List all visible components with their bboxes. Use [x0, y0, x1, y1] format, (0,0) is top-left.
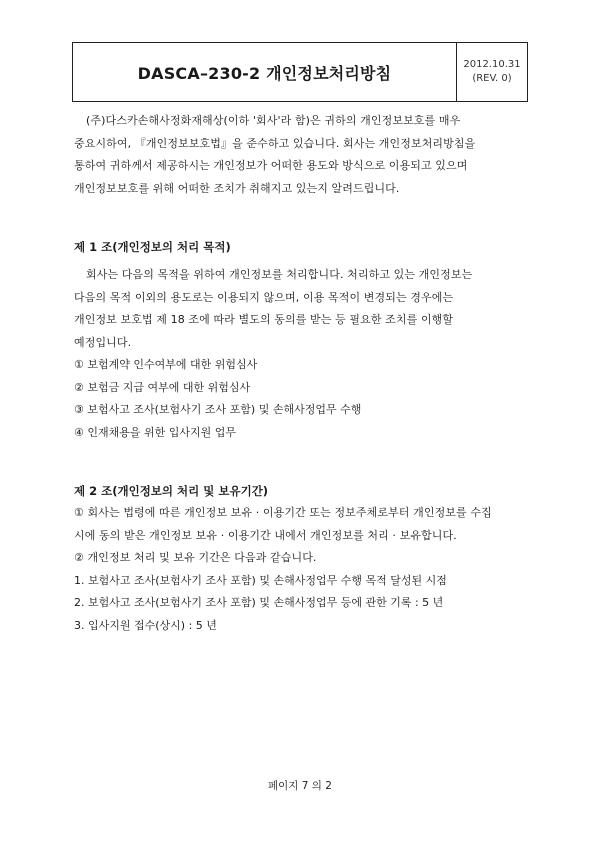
- intro-line: 개인정보보호를 위해 어떠한 조치가 취해지고 있는지 알려드립니다.: [74, 181, 400, 195]
- article-2-heading: 제 2 조(개인정보의 처리 및 보유기간): [74, 484, 269, 498]
- revision-number: (REV. 0): [472, 73, 512, 84]
- article-1-list-item: ① 보험계약 인수여부에 대한 위험심사: [74, 358, 258, 371]
- article-1-body-line: 다음의 목적 이외의 용도로는 이용되지 않으며, 이용 목적이 변경되는 경우에는: [74, 290, 454, 304]
- article-1-body-line: 개인정보 보호법 제 18 조에 따라 별도의 동의를 받는 등 필요한 조치를 이행할: [74, 313, 454, 326]
- spacer: [74, 444, 526, 480]
- article-2-list-item: 1. 보험사고 조사(보험사기 조사 포함) 및 손해사정업무 수행 목적 달성된 시점: [74, 573, 447, 587]
- article-2-list-item: 3. 입사지원 접수(상시) : 5 년: [74, 618, 217, 632]
- document-body: [74, 110, 526, 637]
- article-2-body-line: ① 회사는 법령에 따른 개인정보 보유 · 이용기간 또는 정보주체로부터 개인정보를 수집: [74, 506, 492, 519]
- article-1-list-item: ④ 인재채용을 위한 입사지원 업무: [74, 425, 236, 439]
- article-1-list-item: ③ 보험사고 조사(보험사기 조사 포함) 및 손해사정업무 수행: [74, 403, 362, 416]
- revision-date: 2012.10.31: [463, 59, 521, 70]
- article-1-body-line: 회사는 다음의 목적을 위하여 개인정보를 처리합니다. 처리하고 있는 개인정보는: [86, 268, 473, 281]
- article-2-list-item: 2. 보험사고 조사(보험사기 조사 포함) 및 손해사정업무 등에 관한 기록 : 5 년: [74, 596, 444, 609]
- article-2-body-line: ② 개인정보 처리 및 보유 기간은 다음과 같습니다.: [74, 551, 317, 564]
- intro-line: 통하여 귀하께서 제공하시는 개인정보가 어떠한 용도와 방식으로 이용되고 있으며: [74, 159, 468, 172]
- article-1-heading: 제 1 조(개인정보의 처리 목적): [74, 240, 231, 254]
- spacer: [74, 200, 526, 236]
- article-2-body-line: 시에 동의 받은 개인정보 보유 · 이용기간 내에서 개인정보를 처리 · 보유합니다.: [74, 528, 457, 542]
- page-number: 페이지 7 의 2: [268, 780, 332, 792]
- article-1-body-line: 예정입니다.: [74, 335, 132, 349]
- document-header: [72, 42, 528, 102]
- article-1-list-item: ② 보험금 지급 여부에 대한 위험심사: [74, 380, 251, 394]
- intro-line: 중요시하여, 『개인정보보호법』을 준수하고 있습니다. 회사는 개인정보처리방침을: [74, 136, 476, 150]
- revision-box: [457, 43, 527, 101]
- intro-line: (주)다스카손해사정화재해상(이하 '회사'라 함)은 귀하의 개인정보보호를 매우: [86, 114, 461, 127]
- document-title: DASCA–230-2 개인정보처리방침: [73, 43, 457, 101]
